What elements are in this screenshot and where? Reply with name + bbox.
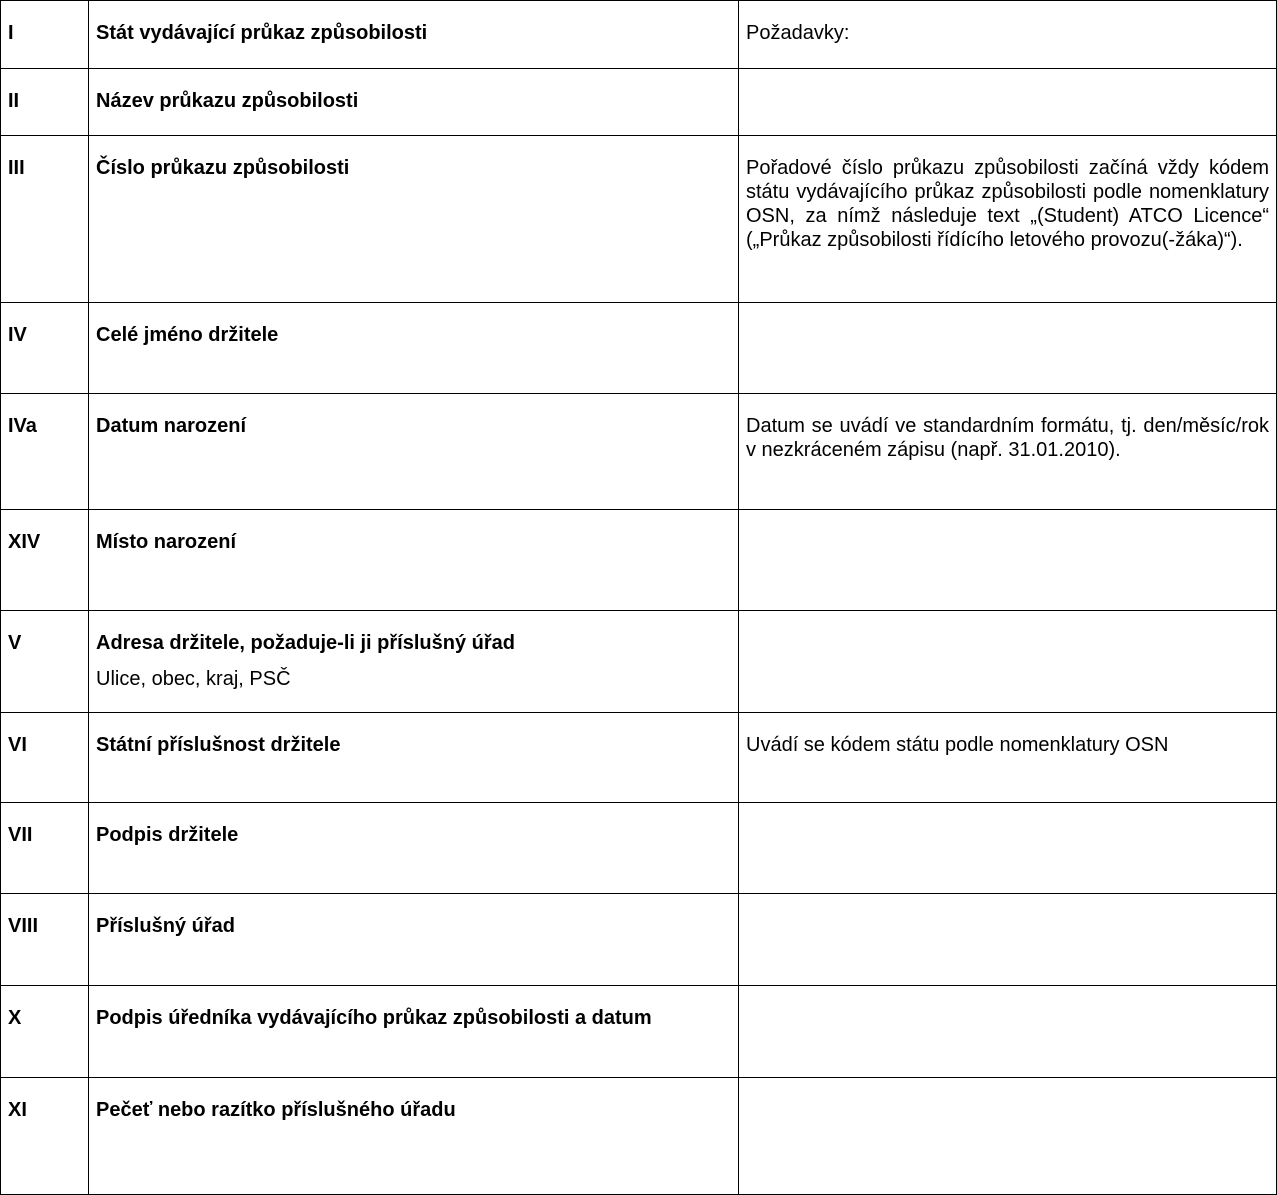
requirement-text [739,611,1277,713]
field-name: Státní příslušnost držitele [89,713,739,803]
table-row [1,1078,1277,1195]
row-number: II [1,69,89,136]
row-number: III [1,136,89,303]
field-name: Datum narození [89,394,739,510]
table-row [1,803,1277,894]
row-number: I [1,1,89,69]
table-row [1,510,1277,611]
requirements-header: Požadavky: [739,1,1277,69]
field-subtext: Ulice, obec, kraj, PSČ [96,668,291,690]
table-row [1,986,1277,1078]
field-name: Číslo průkazu způsobilosti [89,136,739,303]
field-name: Adresa držitele, požaduje-li ji příslušný úřad [96,632,515,654]
table-row [1,713,1277,803]
field-name: Místo narození [89,510,739,611]
table-row [1,611,1277,713]
field-name: Příslušný úřad [89,894,739,986]
requirement-text [739,986,1277,1078]
field-name: Pečeť nebo razítko příslušného úřadu [89,1078,739,1195]
row-number: VIII [1,894,89,986]
field-name: Podpis držitele [89,803,739,894]
table-row [1,394,1277,510]
row-number: IV [1,303,89,394]
requirement-text [739,303,1277,394]
table-row [1,894,1277,986]
requirement-text [739,510,1277,611]
row-number: V [1,611,89,713]
requirement-text [739,1078,1277,1195]
requirement-text: Uvádí se kódem státu podle nomenklatury OSN [739,713,1277,803]
requirement-text [739,894,1277,986]
field-name: Název průkazu způsobilosti [89,69,739,136]
requirement-text [739,69,1277,136]
table-row [1,69,1277,136]
field-name: Stát vydávající průkaz způsobilosti [89,1,739,69]
table-row [1,303,1277,394]
row-number: XIV [1,510,89,611]
row-number: XI [1,1078,89,1195]
row-number: VII [1,803,89,894]
row-number: IVa [1,394,89,510]
field-cell [89,611,739,713]
field-name: Podpis úředníka vydávajícího průkaz způsobilosti a datum [89,986,739,1078]
requirement-text: Datum se uvádí ve standardním formátu, tj. den/měsíc/rok v nezkráceném zápisu (např. 31.01.2010). [739,394,1277,510]
table-row [1,136,1277,303]
requirement-text: Pořadové číslo průkazu způsobilosti začíná vždy kódem státu vydávajícího průkaz způsobilosti podle nomenklatury OSN, za nímž následuje text „(Student) ATCO Licence“ („Průkaz způsobilosti řídícího letového provozu(-žáka)“). [739,136,1277,303]
row-number: VI [1,713,89,803]
field-name: Celé jméno držitele [89,303,739,394]
requirement-text [739,803,1277,894]
row-number: X [1,986,89,1078]
table-row [1,1,1277,69]
